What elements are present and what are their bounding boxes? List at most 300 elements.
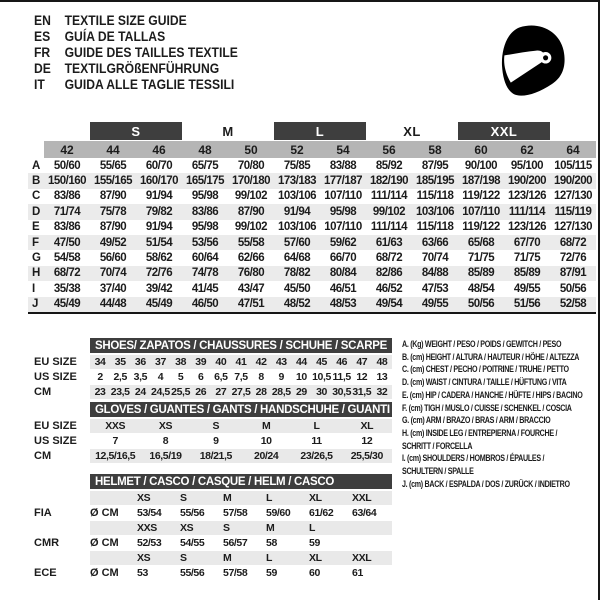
size-cell: 68/72 [559,236,587,249]
size-cell: 25,5/30 [342,449,392,463]
size-cell: 37 [150,355,170,369]
size-cell: 99/102 [234,221,268,234]
size-cell: 182/190 [369,175,409,188]
column-header: 60 [458,141,504,158]
size-cell: 85/89 [467,267,495,280]
size-cell: 85/92 [375,159,403,172]
size-cell: 51/54 [145,236,173,249]
spec-label: EU SIZE [34,356,77,368]
table-row [28,250,596,265]
row-label: I [32,282,36,295]
column-header-row [28,141,596,158]
size-cell: 95/98 [191,221,219,234]
legend-item: F. (cm) TIGH / MUSLO / CUISSE / SCHENKEL / COSCIA [402,402,572,414]
size-cell: 6,5 [214,371,228,383]
row-label: G [32,252,41,265]
size-cell: 173/183 [277,175,317,188]
helmet-size-cell: 59 [266,567,277,579]
size-cell: 80/84 [329,267,357,280]
helmet-size-header: XXL [349,491,392,505]
size-cell: 30 [311,385,331,399]
size-cell: 49/52 [99,236,127,249]
helmet-size-header: S [177,551,220,565]
size-cell: 160/170 [139,175,179,188]
size-cell: 119/122 [462,221,500,234]
helmet-size-header: M [263,521,306,535]
helmet-size-cell [349,536,392,550]
size-cell: 70/74 [421,252,449,265]
size-cell: 82/86 [375,267,403,280]
table-row [28,173,596,188]
legend-item: D. (cm) WAIST / CINTURA / TAILLE / HÜFTUNG / VITA [402,377,567,389]
helmet-size-cell: 57/58 [223,507,248,519]
size-cell: 35 [110,355,130,369]
size-cell: 190/200 [507,175,547,188]
helmet-size-table [34,474,392,581]
legend-item: SCHULTERN / SPALLE [402,466,474,478]
size-cell: 16,5/19 [140,449,190,463]
column-header: 56 [366,141,412,158]
size-cell: 10,5 [312,371,331,383]
column-header: 62 [504,141,550,158]
table-row [28,189,596,204]
size-cell: 115/118 [416,221,454,234]
size-cell: 45/49 [53,298,81,311]
helmet-size-header: L [263,551,306,565]
table-row [34,506,392,520]
size-cell: 127/130 [553,221,593,234]
size-cell: 25,5 [171,386,191,398]
size-cell: 47/50 [53,236,81,249]
unit-label: Ø CM [90,567,119,579]
table-row [28,281,596,296]
size-cell: 67/70 [513,236,541,249]
size-cell: 87/95 [421,159,449,172]
size-cell: 50/60 [53,159,81,172]
size-cell: 46 [332,355,352,369]
helmet-size-cell: 57/58 [223,567,248,579]
column-header: 52 [274,141,320,158]
size-cell: XS [140,419,190,433]
legend-item: I. (cm) SHOULDERS / HOMBROS / ÉPAULES / [402,453,545,465]
size-cell: 71/75 [513,252,541,265]
size-cell: 70/80 [237,159,265,172]
language-code: DE [34,61,51,76]
size-cell: 111/114 [370,190,408,203]
textile-size-table [28,122,596,314]
table-row [34,536,392,550]
size-cell: 71/74 [53,205,81,218]
helmet-size-header: XS [177,521,220,535]
size-cell: 107/110 [324,190,362,203]
legend-item: J. (cm) BACK / ESPALDA / DOS / ZURÜCK / INDIETRO [402,478,570,490]
size-cell: 6 [198,371,204,383]
size-cell: 9 [278,371,284,383]
spec-label: CMR [34,537,60,549]
table-row [28,204,596,219]
row-label: H [32,267,41,280]
size-cell: 37/40 [99,282,127,295]
size-cell: 38 [171,355,191,369]
size-cell: 32 [372,385,392,399]
size-cell: 39/42 [145,282,173,295]
size-cell: 103/106 [415,205,455,218]
size-cell: 23/26,5 [291,449,341,463]
size-cell: 12,5/16,5 [90,449,140,463]
size-cell: 75/78 [99,205,127,218]
legend-item: G. (cm) ARM / BRAZO / BRAS / ARM / BRACCIO [402,415,551,427]
spec-label: CM [34,386,52,398]
size-cell: 28 [251,385,271,399]
size-cell: 43 [271,355,291,369]
table-row [28,220,596,235]
unit-label: Ø CM [90,507,119,519]
helmet-size-cell: 55/56 [180,567,205,579]
spec-label-spacer [34,521,90,535]
size-cell: 103/106 [277,190,317,203]
size-cell: 36 [130,355,150,369]
size-cell: 11 [311,435,322,447]
size-cell: 18/21,5 [191,449,241,463]
helmet-size-header: XXS [134,521,177,535]
legend-item: B. (cm) HEIGHT / ALTURA / HAUTEUR / HÖHE / ALTEZZA [402,351,580,363]
row-label: F [32,236,40,249]
size-cell: 53/56 [191,236,219,249]
language-title: GUIDA ALLE TAGLIE TESSILI [64,77,235,92]
table-row [34,370,392,384]
size-cell: 3,5 [133,371,148,383]
size-cell: 90/100 [464,159,498,172]
size-cell: 68/72 [375,252,403,265]
helmet-size-cell: 61 [352,567,363,579]
column-header: 54 [320,141,366,158]
row-label: J [32,298,39,311]
spec-label: US SIZE [34,371,77,383]
size-cell: 12 [361,435,373,447]
table-row [34,355,392,369]
helmet-size-header-row [34,491,392,505]
size-cell: 127/130 [553,190,593,203]
spec-label: EU SIZE [34,420,77,432]
column-header: 58 [412,141,458,158]
language-title: TEXTILE SIZE GUIDE [64,13,187,28]
size-cell: 87/91 [559,267,587,280]
table-title: SHOES/ ZAPATOS / CHAUSSURES / SCHUHE / SCARPE [90,338,392,353]
size-cell: 2 [97,371,103,383]
table-title: GLOVES / GUANTES / GANTS / HANDSCHUHE / GUANTI [90,402,392,417]
size-cell: 47/53 [421,282,449,295]
size-cell: 28,5 [271,386,291,398]
row-label: A [32,159,41,172]
size-cell: 95/98 [191,190,219,203]
size-cell: 45 [311,355,331,369]
table-row [34,419,392,433]
size-cell: 66/70 [329,252,357,265]
column-header: 42 [44,141,90,158]
helmet-size-cell: 56/57 [223,537,248,549]
column-header: 48 [182,141,228,158]
size-cell: 50/56 [467,298,495,311]
size-cell: 91/94 [145,190,173,203]
size-cell: 35/38 [53,282,81,295]
size-cell: 99/102 [234,190,268,203]
size-cell: 52/58 [559,298,587,311]
size-cell: 26 [191,385,211,399]
size-cell: 65/75 [191,159,219,172]
helmet-size-header: M [220,491,263,505]
size-cell: 48/53 [329,298,357,311]
size-cell: 23,5 [110,386,130,398]
row-label: C [32,190,41,203]
size-cell: 50/56 [559,282,587,295]
size-group-header-row [28,122,596,140]
size-cell: 56/60 [99,252,127,265]
size-cell: 62/66 [237,252,265,265]
size-cell: 46/50 [191,298,219,311]
size-cell: 76/80 [237,267,265,280]
language-row [34,77,238,93]
size-cell: 55/58 [237,236,265,249]
size-cell: 48/52 [283,298,311,311]
size-cell: 95/98 [329,205,357,218]
size-cell: 185/195 [415,175,455,188]
size-cell: 87/90 [99,221,127,234]
table-row [28,235,596,250]
size-cell: 5 [177,371,184,383]
language-row [34,45,238,61]
table-row [34,449,392,463]
helmet-size-cell: 60 [309,567,320,579]
size-cell: 78/82 [283,267,311,280]
helmet-size-cell: 63/64 [352,507,377,519]
size-cell: 91/94 [283,205,311,218]
measurement-legend [402,339,582,491]
size-cell: 8 [162,435,169,447]
helmet-size-cell: 54/55 [180,537,205,549]
size-cell: 4 [157,371,164,383]
size-cell: 60/70 [145,159,173,172]
language-code: IT [34,77,45,92]
size-cell: 49/54 [375,298,403,311]
size-cell: 87/90 [237,205,265,218]
helmet-size-header [349,521,392,535]
size-cell: 45/50 [283,282,311,295]
helmet-size-cell: 52/53 [137,537,162,549]
size-cell: 43/47 [237,282,265,295]
size-cell: 123/126 [507,190,547,203]
size-cell: 7 [112,435,118,447]
size-cell: L [291,419,341,433]
helmet-size-header-row [34,551,392,565]
size-cell: 63/66 [421,236,449,249]
size-cell: 177/187 [323,175,363,188]
table-row [34,566,392,580]
table-title: HELMET / CASCO / CASQUE / HELM / CASCO [90,474,392,489]
legend-item: H. (cm) INSIDE LEG / ENTREPIERNA / FOURCHE / [402,427,558,439]
size-cell: 190/200 [553,175,593,188]
spec-label-spacer [34,491,90,505]
column-header: 46 [136,141,182,158]
legend-item: A. (Kg) WEIGHT / PESO / POIDS / GEWITCH / PESO [402,339,562,350]
size-cell: 42 [251,355,271,369]
size-cell: XXS [90,419,140,433]
size-cell: M [241,419,291,433]
size-cell: 40 [211,355,231,369]
legend-item: C. (cm) CHEST / PECHO / POITRINE / TRUHE / PETTO [402,364,569,376]
row-label: B [32,175,41,188]
legend-item: SCHRITT / FORCELLA [402,440,473,452]
column-header-spacer [28,141,44,158]
size-cell: 51/56 [513,298,541,311]
size-cell: 72/76 [559,252,587,265]
size-cell: 29 [291,385,311,399]
size-cell: 83/86 [53,190,81,203]
shoes-size-table [34,338,392,400]
size-cell: 9 [213,435,219,447]
size-cell: 105/115 [554,159,592,172]
helmet-size-header: XL [306,491,349,505]
size-cell: 155/165 [93,175,133,188]
size-cell: 72/76 [145,267,173,280]
helmet-size-header: XS [134,551,177,565]
size-cell: 57/60 [283,236,311,249]
column-header: 50 [228,141,274,158]
language-code: EN [34,13,51,28]
size-cell: XL [342,419,392,433]
size-cell: 44 [291,355,311,369]
size-cell: 115/118 [416,190,454,203]
spec-label-spacer [34,551,90,565]
language-code: FR [34,45,51,60]
size-cell: 47/51 [237,298,265,311]
size-cell: 70/74 [99,267,127,280]
spec-label: US SIZE [34,435,77,447]
size-cell: 65/68 [467,236,495,249]
size-cell: 123/126 [507,221,547,234]
size-cell: 115/119 [554,205,592,218]
helmet-size-header: L [263,491,306,505]
language-title: TEXTILGRÖßENFÜHRUNG [64,61,220,76]
table-row [28,266,596,281]
helmet-size-header: XXL [349,551,392,565]
size-cell: 46/52 [375,282,403,295]
helmet-size-header: S [177,491,220,505]
size-cell: 107/110 [462,205,500,218]
helmet-size-cell: 61/62 [309,507,334,519]
size-cell: S [191,419,241,433]
language-code: ES [34,29,51,44]
helmet-size-header: XS [134,491,177,505]
size-cell: 54/58 [53,252,81,265]
size-cell: 68/72 [53,267,81,280]
size-cell: 41/45 [191,282,219,295]
size-cell: 7,5 [234,371,248,383]
size-cell: 41 [231,355,251,369]
helmet-size-header: S [220,521,263,535]
size-cell: 150/160 [47,175,87,188]
table-row [28,297,596,312]
language-title-list [34,13,238,93]
spec-label: FIA [34,507,52,519]
language-row [34,61,238,77]
size-cell: 170/180 [231,175,271,188]
size-cell: 8 [258,371,264,383]
helmet-size-header: XL [306,551,349,565]
size-cell: 83/86 [53,221,81,234]
size-cell: 59/62 [329,236,357,249]
size-cell: 84/88 [421,267,449,280]
unit-label: Ø CM [90,537,119,549]
size-cell: 48/54 [467,282,495,295]
size-group-label: XXL [458,122,550,140]
size-cell: 58/62 [145,252,173,265]
size-cell: 111/114 [508,205,546,218]
language-row [34,13,238,29]
helmet-size-cell: 59/60 [266,507,291,519]
helmet-size-cell: 53/54 [137,507,162,519]
size-cell: 165/175 [185,175,225,188]
row-label: E [32,221,40,234]
size-cell: 47 [352,355,372,369]
size-cell: 79/82 [145,205,173,218]
size-cell: 39 [191,355,211,369]
size-cell: 85/89 [513,267,541,280]
helmet-size-header: L [306,521,349,535]
size-cell: 24,5 [151,386,170,398]
size-cell: 103/106 [277,221,317,234]
size-cell: 75/85 [283,159,311,172]
size-cell: 91/94 [145,221,173,234]
row-label: D [32,205,41,218]
size-cell: 11,5 [332,371,351,383]
racing-helmet-icon [490,16,570,106]
size-cell: 10 [295,371,307,383]
size-cell: 74/78 [191,267,219,280]
language-title: GUIDE DES TAILLES TEXTILE [64,45,238,60]
size-cell: 111/114 [370,221,408,234]
size-cell: 95/100 [510,159,544,172]
helmet-size-header: M [220,551,263,565]
size-cell: 83/86 [191,205,219,218]
language-title: GUÍA DE TALLAS [64,29,166,44]
size-cell: 12 [356,371,368,383]
size-cell: 48 [372,355,392,369]
legend-item: E. (cm) HIP / CADERA / HANCHE / HÜFTE / HIPS / BACINO [402,389,583,401]
size-group-label: M [222,123,234,139]
size-group-label: S [90,122,182,140]
size-cell: 44/48 [99,298,127,311]
size-cell: 46/51 [329,282,357,295]
helmet-size-cell: 59 [309,537,320,549]
unit-spacer [90,491,134,505]
size-cell: 27 [211,385,231,399]
table-row [34,385,392,399]
gloves-size-table [34,402,392,464]
size-cell: 31,5 [352,386,372,398]
size-cell: 83/88 [329,159,357,172]
size-cell: 87/90 [99,190,127,203]
size-cell: 119/122 [462,190,500,203]
top-border-line [0,0,600,2]
helmet-size-cell: 53 [137,567,148,579]
size-cell: 24 [130,385,150,399]
size-cell: 2,5 [113,371,127,383]
table-row [34,434,392,448]
unit-spacer [90,551,134,565]
column-header: 44 [90,141,136,158]
size-cell: 20/24 [241,449,291,463]
size-group-label: L [274,122,366,140]
